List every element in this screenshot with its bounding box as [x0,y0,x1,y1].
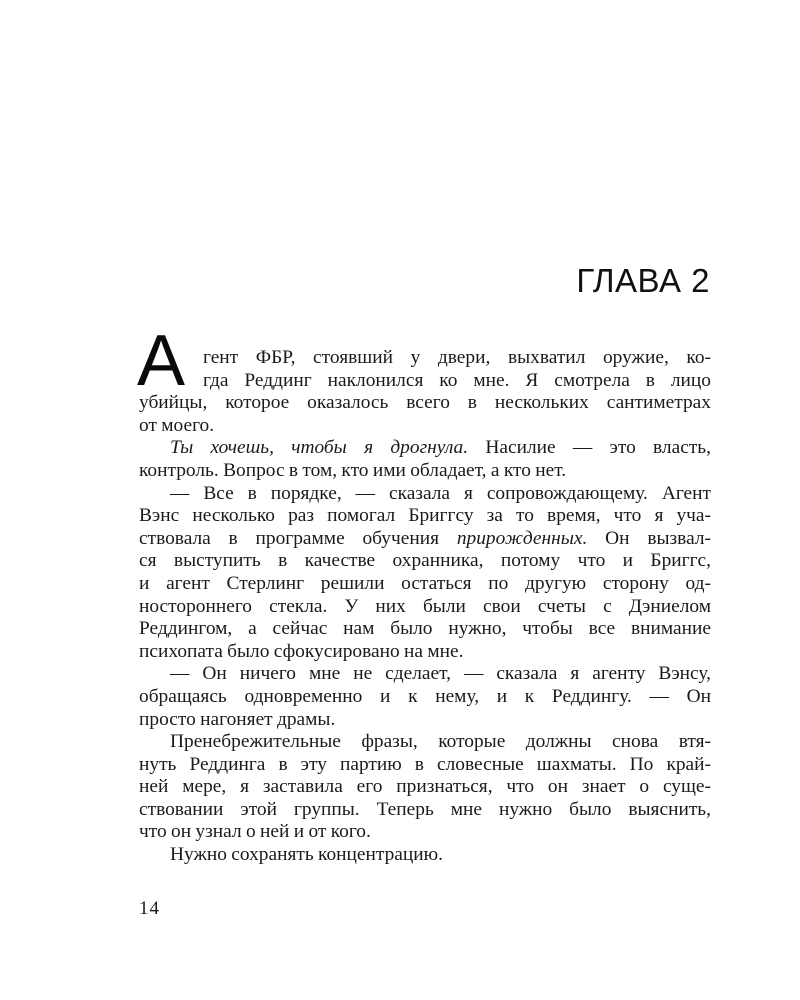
text-line: ней мере, я заставила его признаться, что он знает о суще- [139,776,711,798]
paragraph-5 [139,731,711,844]
text-line: от моего. [139,414,215,436]
text-line: убийцы, которое оказалось всего в нескольких сантиметрах [139,392,711,414]
paragraph-4 [139,663,711,731]
text-line: гент ФБР, стоявший у двери, выхватил оружие, ко- [203,347,711,368]
italic-thought: Ты хочешь, чтобы я дрогнула. [170,437,469,459]
text-line [139,437,711,460]
paragraph-1 [137,321,711,437]
text-line: гда Реддинг наклонился ко мне. Я смотрела в лицо [203,369,711,391]
body-text [137,321,711,867]
text-line [139,528,711,551]
text-line: нуть Реддинга в эту партию в словесные шахматы. По край- [139,753,711,775]
text-line: ностороннего стекла. У них были свои счеты с Дэниелом [139,595,711,617]
chapter-title: ГЛАВА 2 [576,262,710,299]
text-span: Насилие — это власть, [468,437,711,459]
paragraph-3 [139,483,711,664]
text-line: что он узнал о ней и от кого. [139,821,371,843]
text-span: Он вызвал- [587,527,711,549]
text-line: — Он ничего мне не сделает, — сказала я агенту Вэнсу, [170,663,711,685]
text-line: ся выступить в качестве охранника, потому что и Бриггс, [139,550,711,572]
text-line: Реддингом, а сейчас нам было нужно, чтобы все внимание [139,618,711,640]
text-line: контроль. Вопрос в том, кто ими обладает, а кто нет. [139,459,567,481]
text-line: и агент Стерлинг решили остаться по другую сторону од- [139,572,711,594]
text-line: Нужно сохранять концентрацию. [170,844,444,866]
italic-term: прирожденных. [456,527,588,549]
text-line: просто нагоняет драмы. [139,708,336,730]
paragraph-2 [139,437,711,482]
drop-cap: А [137,321,186,401]
text-span: ствовала в программе обучения [139,527,457,549]
text-line: обращаясь одновременно и к нему, и к Реддингу. — Он [139,685,711,707]
text-line: Пренебрежительные фразы, которые должны снова втя- [170,731,711,753]
paragraph-6 [139,844,711,867]
text-line: Вэнс несколько раз помогал Бриггсу за то время, что я уча- [139,505,711,527]
page-number: 14 [139,898,160,919]
text-line: психопата было сфокусировано на мне. [139,640,464,662]
text-line: ствовании этой группы. Теперь мне нужно было выяснить, [139,798,711,820]
text-line: — Все в порядке, — сказала я сопровождающему. Агент [170,482,711,504]
